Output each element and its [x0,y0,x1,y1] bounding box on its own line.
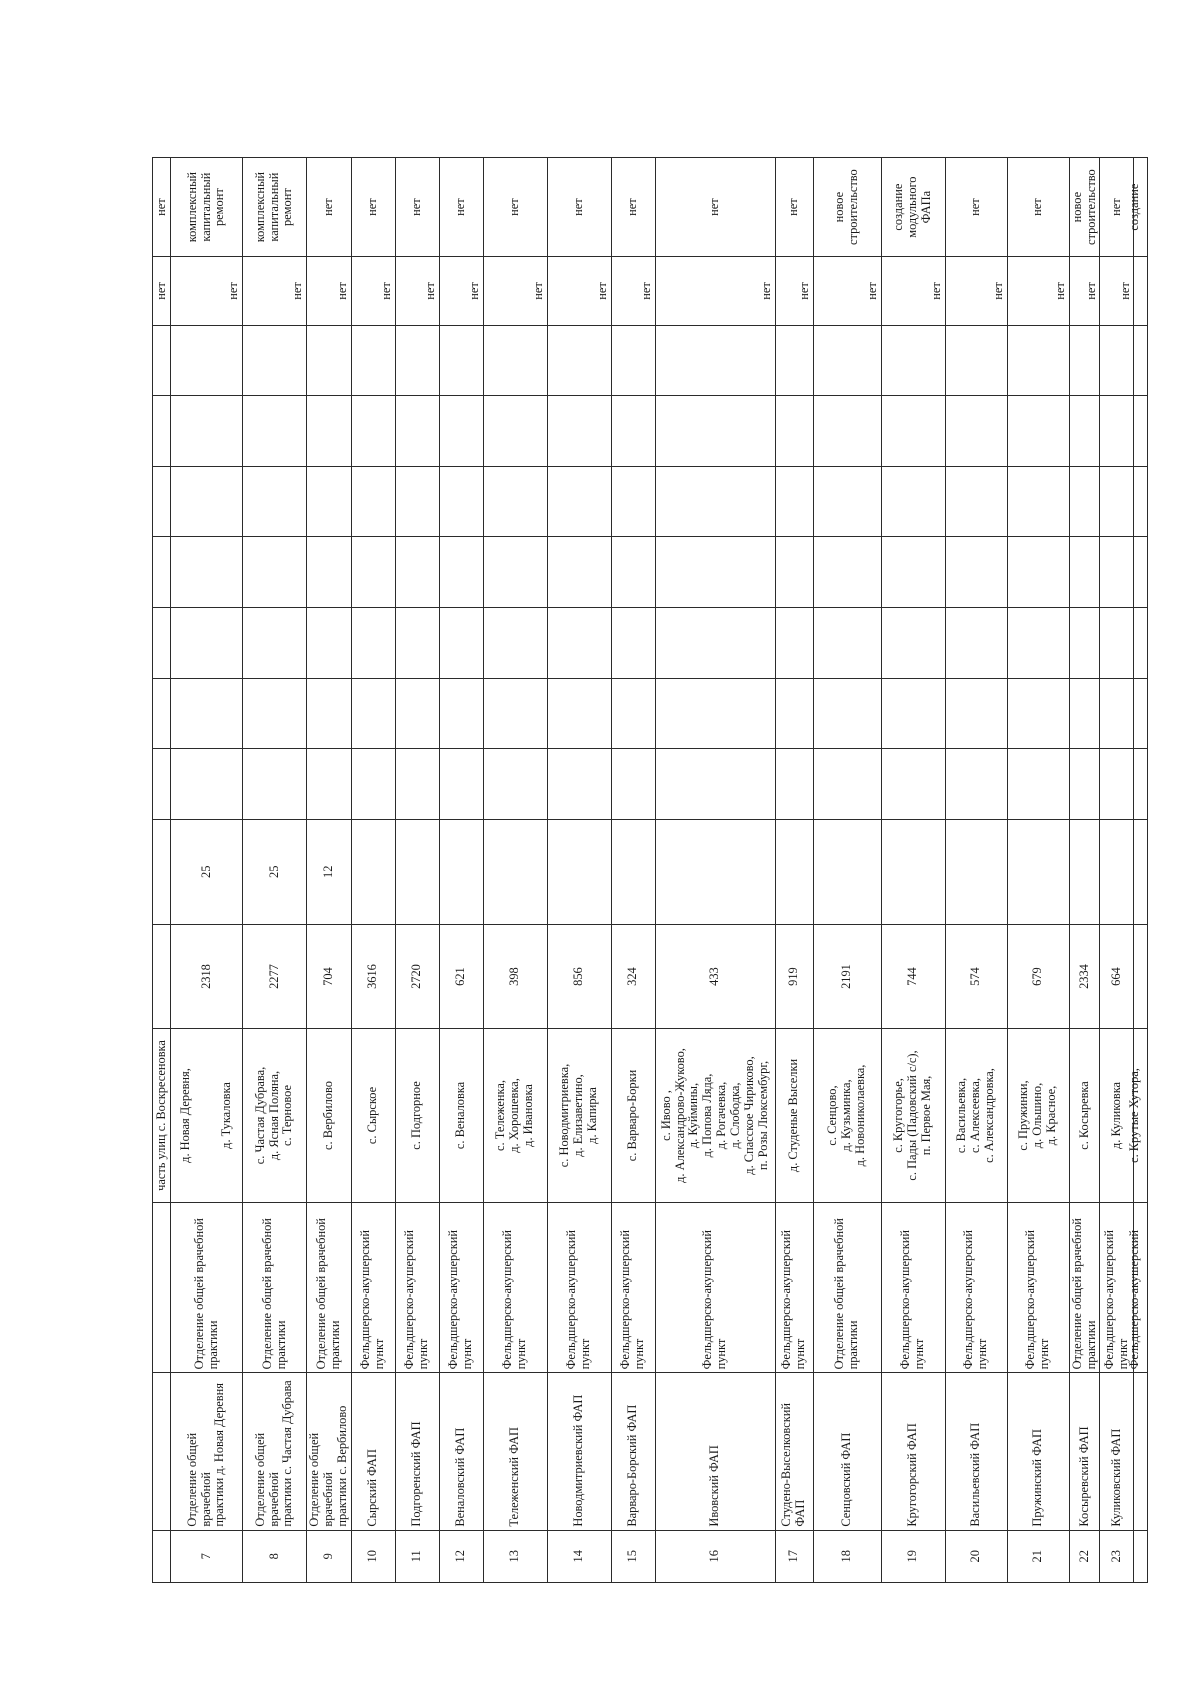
col-12 [243,396,307,467]
col-10 [1007,537,1069,608]
facility-name: Ивовский ФАП [655,1373,775,1530]
col-14: нет [1007,257,1069,325]
col-7 [171,749,243,820]
col-10 [483,537,547,608]
facility-type: Отделение общей врачебной практики [307,1202,352,1373]
col-14: нет [881,257,945,325]
settlements: с. Тележенка, д. Хорошевка, д. Ивановка [483,1029,547,1202]
col-8 [307,678,352,749]
col-9 [655,608,775,679]
cut-places: с. Крутые Хутора, [1134,1029,1148,1202]
col-14: нет [547,257,611,325]
col-6 [439,819,483,924]
facility-type: Фельдшерско-акушерский пункт [439,1202,483,1373]
col-6 [775,819,813,924]
col-14: нет [483,257,547,325]
col-10 [1069,537,1100,608]
col-12 [307,396,352,467]
col-9 [483,608,547,679]
col-12 [1069,396,1100,467]
rotated-page [152,157,1142,1583]
col-9 [547,608,611,679]
col-12 [1100,396,1134,467]
settlements: с. Ивово , д. Александрово-Жуково, д. Куймины, д. Попова Лядa, д. Рогачевка, д. Слободка, д. Спасское Чириково, п. Розы Люксембург, [655,1029,775,1202]
population: 2191 [813,924,881,1029]
facility-type: Фельдшерско-акушерский пункт [351,1202,395,1373]
facility-name: Веналовский ФАП [439,1373,483,1530]
col-9 [813,608,881,679]
col-15: новое строительство [813,158,881,257]
col-11 [547,466,611,537]
col-9 [439,608,483,679]
population: 2334 [1069,924,1100,1029]
facility-type: Фельдшерско-акушерский пункт [945,1202,1007,1373]
table-row [547,158,611,1583]
col-11 [813,466,881,537]
col-11 [243,466,307,537]
col-8 [881,678,945,749]
col-6 [1100,819,1134,924]
col-12 [813,396,881,467]
facility-name: Отделение общей врачебной практики с. Частая Дубрава [243,1373,307,1530]
settlements: с. Частая Дубрава, д. Ясная Поляна, с. Терновое [243,1029,307,1202]
facility-type: Отделение общей врачебной практики [1069,1202,1100,1373]
cut-type: Фельдшерско-акушерский [1134,1202,1148,1373]
settlements: с. Пружинки, д. Ольшино, д. Красное, [1007,1029,1069,1202]
row-number: 19 [881,1530,945,1582]
population: 744 [881,924,945,1029]
col-7 [775,749,813,820]
col-7 [881,749,945,820]
col-7 [1069,749,1100,820]
col-11 [611,466,655,537]
table-row [243,158,307,1583]
row-number: 17 [775,1530,813,1582]
row-number: 15 [611,1530,655,1582]
settlements: с. Веналовка [439,1029,483,1202]
col-10 [439,537,483,608]
col-13 [1007,325,1069,396]
col-9 [395,608,439,679]
row-number: 18 [813,1530,881,1582]
col-11 [307,466,352,537]
col-11 [655,466,775,537]
facility-name: Варваро-Борский ФАП [611,1373,655,1530]
population: 324 [611,924,655,1029]
col-12 [1007,396,1069,467]
col-11 [439,466,483,537]
col-7 [547,749,611,820]
col-8 [1007,678,1069,749]
col-14: нет [1100,257,1134,325]
col-9 [351,608,395,679]
settlements: д. Студеные Выселки [775,1029,813,1202]
row-number: 12 [439,1530,483,1582]
col-6 [351,819,395,924]
facility-type: Фельдшерско-акушерский пункт [655,1202,775,1373]
row-number: 10 [351,1530,395,1582]
row-number: 21 [1007,1530,1069,1582]
table-row-cut [1134,158,1148,1583]
col-13 [611,325,655,396]
col-7 [483,749,547,820]
col-14: нет [611,257,655,325]
col-7 [243,749,307,820]
table-row [1007,158,1069,1583]
settlements: с. Сырское [351,1029,395,1202]
col-11 [775,466,813,537]
table-row [351,158,395,1583]
col-10 [171,537,243,608]
population: 574 [945,924,1007,1029]
col-13 [547,325,611,396]
col-15: нет [439,158,483,257]
facility-type: Фельдшерско-акушерский пункт [483,1202,547,1373]
col-13 [439,325,483,396]
facility-name: Новодмитриевский ФАП [547,1373,611,1530]
population: 621 [439,924,483,1029]
row-number: 22 [1069,1530,1100,1582]
col-15: нет [395,158,439,257]
col-7 [813,749,881,820]
table-row [171,158,243,1583]
carryover-col14: нет [153,257,171,325]
col-15: нет [351,158,395,257]
carryover-col15: нет [153,158,171,257]
col-15: нет [307,158,352,257]
col-6: 12 [307,819,352,924]
col-6 [881,819,945,924]
facility-type: Фельдшерско-акушерский пункт [547,1202,611,1373]
col-8 [395,678,439,749]
col-8 [1100,678,1134,749]
col-7 [307,749,352,820]
row-number: 7 [171,1530,243,1582]
col-9 [243,608,307,679]
col-15: нет [547,158,611,257]
row-number: 9 [307,1530,352,1582]
population: 704 [307,924,352,1029]
table-row [611,158,655,1583]
facility-name: Отделение общей врачебной практики д. Новая Деревня [171,1373,243,1530]
cut-c15: создание [1134,158,1148,257]
table-body [153,158,1148,1583]
facility-name: Куликовский ФАП [1100,1373,1134,1530]
col-14: нет [395,257,439,325]
row-number: 16 [655,1530,775,1582]
population: 2720 [395,924,439,1029]
col-10 [307,537,352,608]
col-7 [351,749,395,820]
facility-name: Пружинский ФАП [1007,1373,1069,1530]
settlements: д. Куликовка [1100,1029,1134,1202]
col-6 [1007,819,1069,924]
col-8 [171,678,243,749]
col-14: нет [439,257,483,325]
col-7 [439,749,483,820]
facility-type: Фельдшерско-акушерский пункт [1100,1202,1134,1373]
settlements: с. Варваро-Борки [611,1029,655,1202]
facility-type: Отделение общей врачебной практики [243,1202,307,1373]
population: 433 [655,924,775,1029]
col-12 [395,396,439,467]
col-15: нет [483,158,547,257]
col-8 [655,678,775,749]
col-10 [775,537,813,608]
col-12 [611,396,655,467]
table-row [655,158,775,1583]
carryover-places: часть улиц с. Воскресеновка [153,1029,171,1202]
col-14: нет [171,257,243,325]
col-13 [171,325,243,396]
col-10 [395,537,439,608]
facility-type: Фельдшерско-акушерский пункт [881,1202,945,1373]
col-12 [547,396,611,467]
population: 2277 [243,924,307,1029]
col-13 [775,325,813,396]
table-row [395,158,439,1583]
col-8 [611,678,655,749]
col-13 [351,325,395,396]
col-15: нет [775,158,813,257]
col-10 [1100,537,1134,608]
facility-name: Студено-Выселковский ФАП [775,1373,813,1530]
col-12 [483,396,547,467]
population: 919 [775,924,813,1029]
col-9 [1100,608,1134,679]
table-row [439,158,483,1583]
col-10 [611,537,655,608]
facility-type: Фельдшерско-акушерский пункт [1007,1202,1069,1373]
col-12 [775,396,813,467]
col-13 [655,325,775,396]
settlements: с. Вербилово [307,1029,352,1202]
col-7 [1007,749,1069,820]
col-13 [243,325,307,396]
table-row [307,158,352,1583]
col-13 [483,325,547,396]
facility-type: Фельдшерско-акушерский пункт [611,1202,655,1373]
col-14: нет [1069,257,1100,325]
facility-type: Отделение общей врачебной практики [171,1202,243,1373]
col-8 [243,678,307,749]
row-number: 14 [547,1530,611,1582]
facility-name: Сенцовский ФАП [813,1373,881,1530]
col-13 [945,325,1007,396]
population: 664 [1100,924,1134,1029]
col-10 [547,537,611,608]
col-7 [1100,749,1134,820]
row-number: 20 [945,1530,1007,1582]
col-7 [611,749,655,820]
col-11 [351,466,395,537]
row-number: 13 [483,1530,547,1582]
col-6: 25 [171,819,243,924]
col-14: нет [945,257,1007,325]
facility-name: Сырский ФАП [351,1373,395,1530]
col-6 [945,819,1007,924]
col-8 [351,678,395,749]
facility-name: Васильевский ФАП [945,1373,1007,1530]
settlements: с. Подгорное [395,1029,439,1202]
facility-name: Подгоренский ФАП [395,1373,439,1530]
table-row [881,158,945,1583]
facility-name: Тележенский ФАП [483,1373,547,1530]
facility-type: Фельдшерско-акушерский пункт [775,1202,813,1373]
col-13 [307,325,352,396]
settlements: с. Сенцово, д. Кузьминка, д. Новониколаевка, [813,1029,881,1202]
col-10 [881,537,945,608]
facility-name: Косыревский ФАП [1069,1373,1100,1530]
col-10 [351,537,395,608]
col-6 [395,819,439,924]
col-8 [1069,678,1100,749]
population: 856 [547,924,611,1029]
population: 3616 [351,924,395,1029]
col-14: нет [307,257,352,325]
population: 2318 [171,924,243,1029]
col-15: комплексный капитальный ремонт [171,158,243,257]
col-8 [439,678,483,749]
col-9 [881,608,945,679]
col-8 [813,678,881,749]
col-8 [945,678,1007,749]
col-9 [611,608,655,679]
col-6 [1069,819,1100,924]
col-10 [243,537,307,608]
col-6 [547,819,611,924]
row-number: 23 [1100,1530,1134,1582]
col-13 [881,325,945,396]
col-9 [1069,608,1100,679]
col-12 [881,396,945,467]
col-12 [945,396,1007,467]
col-6 [483,819,547,924]
col-15: нет [945,158,1007,257]
settlements: с. Новодмитриевка, д. Елизаветино, д. Капирка [547,1029,611,1202]
col-10 [945,537,1007,608]
facility-type: Отделение общей врачебной практики [813,1202,881,1373]
col-13 [1069,325,1100,396]
col-12 [171,396,243,467]
col-13 [813,325,881,396]
col-8 [775,678,813,749]
col-15: нет [611,158,655,257]
col-6 [813,819,881,924]
table-row [483,158,547,1583]
col-10 [655,537,775,608]
col-8 [547,678,611,749]
col-14: нет [813,257,881,325]
col-13 [1100,325,1134,396]
facility-name: Кругогорский ФАП [881,1373,945,1530]
table-row [813,158,881,1583]
settlements: с. Васильевка, с. Алексеевка, с. Александровка, [945,1029,1007,1202]
table-row [1069,158,1100,1583]
col-9 [1007,608,1069,679]
col-9 [775,608,813,679]
settlements: д. Новая Деревня, д. Тукаловка [171,1029,243,1202]
col-11 [945,466,1007,537]
col-6 [655,819,775,924]
col-15: новое строительство [1069,158,1100,257]
settlements: с. Косыревка [1069,1029,1100,1202]
col-11 [881,466,945,537]
col-14: нет [351,257,395,325]
col-11 [483,466,547,537]
col-9 [945,608,1007,679]
col-14: нет [775,257,813,325]
population: 398 [483,924,547,1029]
settlements: с. Кругогорье, с. Пады (Падовский с/с), п. Первое Мая, [881,1029,945,1202]
table-row [775,158,813,1583]
col-14: нет [655,257,775,325]
col-14: нет [243,257,307,325]
col-13 [395,325,439,396]
col-15: нет [655,158,775,257]
col-8 [483,678,547,749]
col-12 [655,396,775,467]
col-12 [351,396,395,467]
col-9 [171,608,243,679]
col-7 [655,749,775,820]
col-12 [439,396,483,467]
col-11 [1100,466,1134,537]
row-number: 8 [243,1530,307,1582]
col-15: комплексный капитальный ремонт [243,158,307,257]
facility-name: Отделение общей врачебной практики с. Вербилово [307,1373,352,1530]
col-11 [1007,466,1069,537]
col-11 [1069,466,1100,537]
col-9 [307,608,352,679]
col-15: создание модульного ФАПа [881,158,945,257]
population: 679 [1007,924,1069,1029]
col-11 [395,466,439,537]
col-15: нет [1100,158,1134,257]
row-number: 11 [395,1530,439,1582]
facility-type: Фельдшерско-акушерский пункт [395,1202,439,1373]
top-carryover-row [153,158,171,1583]
col-7 [395,749,439,820]
facilities-table [152,157,1148,1583]
col-11 [171,466,243,537]
col-15: нет [1007,158,1069,257]
table-row [945,158,1007,1583]
col-10 [813,537,881,608]
col-7 [945,749,1007,820]
col-6: 25 [243,819,307,924]
col-6 [611,819,655,924]
